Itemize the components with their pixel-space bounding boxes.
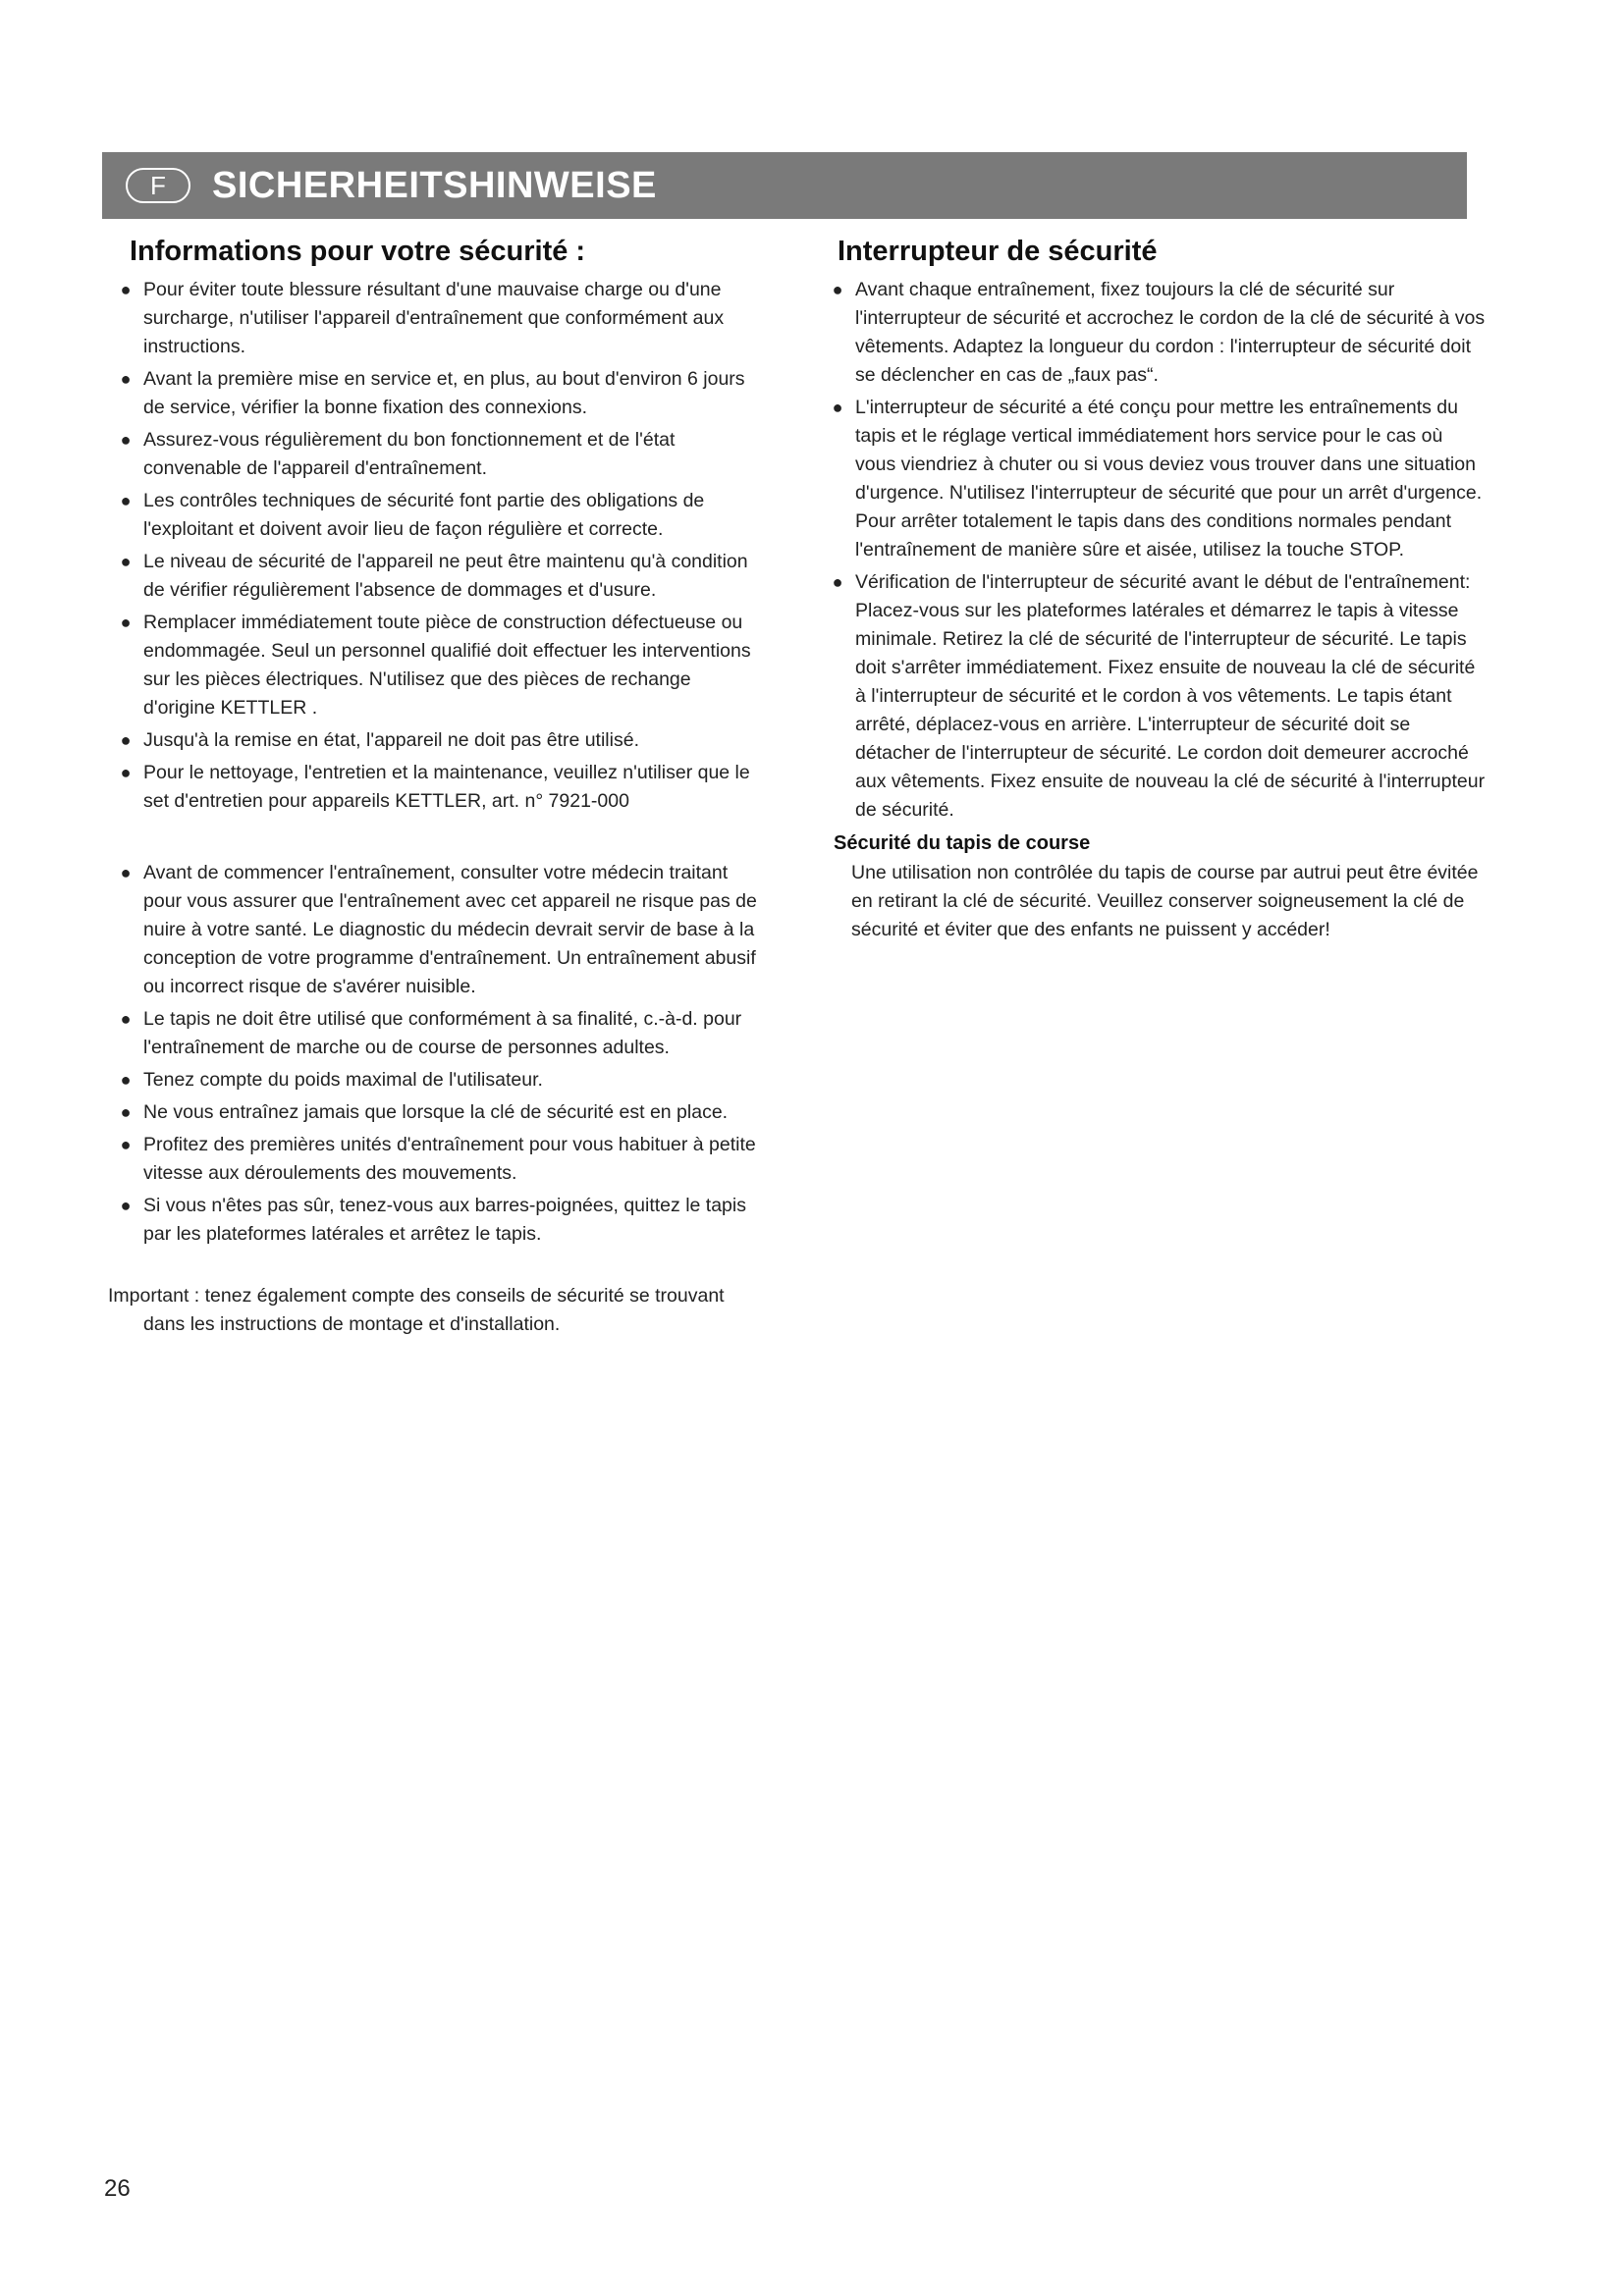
bullet-icon: ● xyxy=(120,280,132,299)
bullet-icon: ● xyxy=(120,613,132,632)
right-heading: Interrupteur de sécurité xyxy=(838,236,1158,267)
list-item: ● Remplacer immédiatement toute pièce de construction défectueuse ou endommagée. Seul un personnel qualifié doit effectuer les interventions sur les pièces électriques. N'utilisez que des pièces de rechange d'origine KETTLER . xyxy=(108,609,761,722)
bullet-icon: ● xyxy=(120,730,132,750)
list-item: ● Pour le nettoyage, l'entretien et la maintenance, veuillez n'utiliser que le set d'entretien pour appareils KETTLER, art. n° 7921-000 xyxy=(108,759,761,816)
bullet-icon: ● xyxy=(120,369,132,389)
right-column xyxy=(820,236,1488,944)
list-item: ● Profitez des premières unités d'entraînement pour vous habituer à petite vitesse aux déroulements des mouvements. xyxy=(108,1131,761,1188)
subheading-text: Une utilisation non contrôlée du tapis de course par autrui peut être évitée en retirant la clé de sécurité. Veuillez conserver soigneusement la clé de sécurité et éviter que des enfants ne puissent y accéder! xyxy=(851,862,1479,940)
page-number: 26 xyxy=(104,2175,131,2202)
list-item: ● Avant la première mise en service et, en plus, au bout d'environ 6 jours de service, vérifier la bonne fixation des connexions. xyxy=(108,365,761,422)
list-item: ● Assurez-vous régulièrement du bon fonctionnement et de l'état convenable de l'appareil d'entraînement. xyxy=(108,426,761,483)
list-item: ● Pour éviter toute blessure résultant d'une mauvaise charge ou d'une surcharge, n'utiliser l'appareil d'entraînement que conformément aux instructions. xyxy=(108,276,761,361)
safety-switch-list xyxy=(820,276,1488,825)
subheading: Sécurité du tapis de course xyxy=(834,832,1091,854)
bullet-icon: ● xyxy=(120,430,132,450)
bullet-icon: ● xyxy=(120,863,132,882)
list-item: ● Tenez compte du poids maximal de l'utilisateur. xyxy=(108,1066,761,1095)
bullet-icon: ● xyxy=(120,552,132,571)
bullet-icon: ● xyxy=(120,1102,132,1122)
list-item: ● L'interrupteur de sécurité a été conçu pour mettre les entraînements du tapis et le réglage vertical immédiatement hors service pour le cas où vous viendriez à chuter ou si vous deviez vous trouver dans une situation d'urgence. N'utilisez l'interrupteur de sécurité que pour un arrêt d'urgence. Pour arrêter totalement le tapis dans des conditions normales pendant l'entraînement de manière sûre et aisée, utilisez la touche STOP. xyxy=(820,394,1488,564)
list-item: ● Le niveau de sécurité de l'appareil ne peut être maintenu qu'à condition de vérifier régulièrement l'absence de dommages et d'usure. xyxy=(108,548,761,605)
list-item: ● Les contrôles techniques de sécurité font partie des obligations de l'exploitant et doivent avoir lieu de façon régulière et correcte. xyxy=(108,487,761,544)
list-item: ● Avant de commencer l'entraînement, consulter votre médecin traitant pour vous assurer que l'entraînement avec cet appareil ne risque pas de nuire à votre santé. Le diagnostic du médecin devrait servir de base à la conception de votre programme d'entraînement. Un entraînement abusif ou incorrect risque de s'avérer nuisible. xyxy=(108,859,761,1001)
section-banner xyxy=(102,152,1467,219)
check-title: Vérification de l'interrupteur de sécurité avant le début de l'entraînement: xyxy=(855,571,1471,593)
bullet-icon: ● xyxy=(832,280,843,299)
bullet-icon: ● xyxy=(120,1196,132,1215)
list-item: ● Si vous n'êtes pas sûr, tenez-vous aux barres-poignées, quittez le tapis par les plateformes latérales et arrêtez le tapis. xyxy=(108,1192,761,1249)
bullet-icon: ● xyxy=(120,763,132,782)
bullet-icon: ● xyxy=(120,1070,132,1090)
important-note: Important : tenez également compte des conseils de sécurité se trouvant dans les instructions de montage et d'installation. xyxy=(108,1285,725,1335)
bullet-icon: ● xyxy=(120,1009,132,1029)
check-body: Placez-vous sur les plateformes latérales et démarrez le tapis à vitesse minimale. Retirez la clé de sécurité de l'interrupteur de sécurité. Le tapis doit s'arrêter immédiatement. Fixez ensuite de nouveau la clé de sécurité à l'interrupteur de sécurité et le cordon à vos vêtements. Le tapis étant arrêté, déplacez-vous en arrière. L'interrupteur de sécurité doit se détacher de l'interrupteur de sécurité. Le cordon doit demeurer accroché aux vêtements. Fixez ensuite de nouveau la clé de sécurité à l'interrupteur de sécurité. xyxy=(855,600,1486,821)
bullet-icon: ● xyxy=(120,1135,132,1154)
list-item: ● Jusqu'à la remise en état, l'appareil ne doit pas être utilisé. xyxy=(108,726,761,755)
bullet-icon: ● xyxy=(832,572,843,592)
spacer xyxy=(108,820,761,859)
safety-list xyxy=(108,276,761,816)
bullet-icon: ● xyxy=(832,398,843,417)
training-list xyxy=(108,859,761,1249)
bullet-icon: ● xyxy=(120,491,132,510)
left-column xyxy=(108,236,761,1339)
left-heading: Informations pour votre sécurité : xyxy=(130,236,586,267)
list-item: ● Le tapis ne doit être utilisé que conformément à sa finalité, c.-à-d. pour l'entraînement de marche ou de course de personnes adultes. xyxy=(108,1005,761,1062)
list-item: ● Avant chaque entraînement, fixez toujours la clé de sécurité sur l'interrupteur de sécurité et accrochez le cordon de la clé de sécurité à vos vêtements. Adaptez la longueur du cordon : l'interrupteur de sécurité doit se déclencher en cas de „faux pas“. xyxy=(820,276,1488,390)
language-badge: F xyxy=(126,168,190,203)
list-item xyxy=(820,568,1488,825)
section-title: SICHERHEITSHINWEISE xyxy=(212,164,657,206)
list-item: ● Ne vous entraînez jamais que lorsque la clé de sécurité est en place. xyxy=(108,1098,761,1127)
